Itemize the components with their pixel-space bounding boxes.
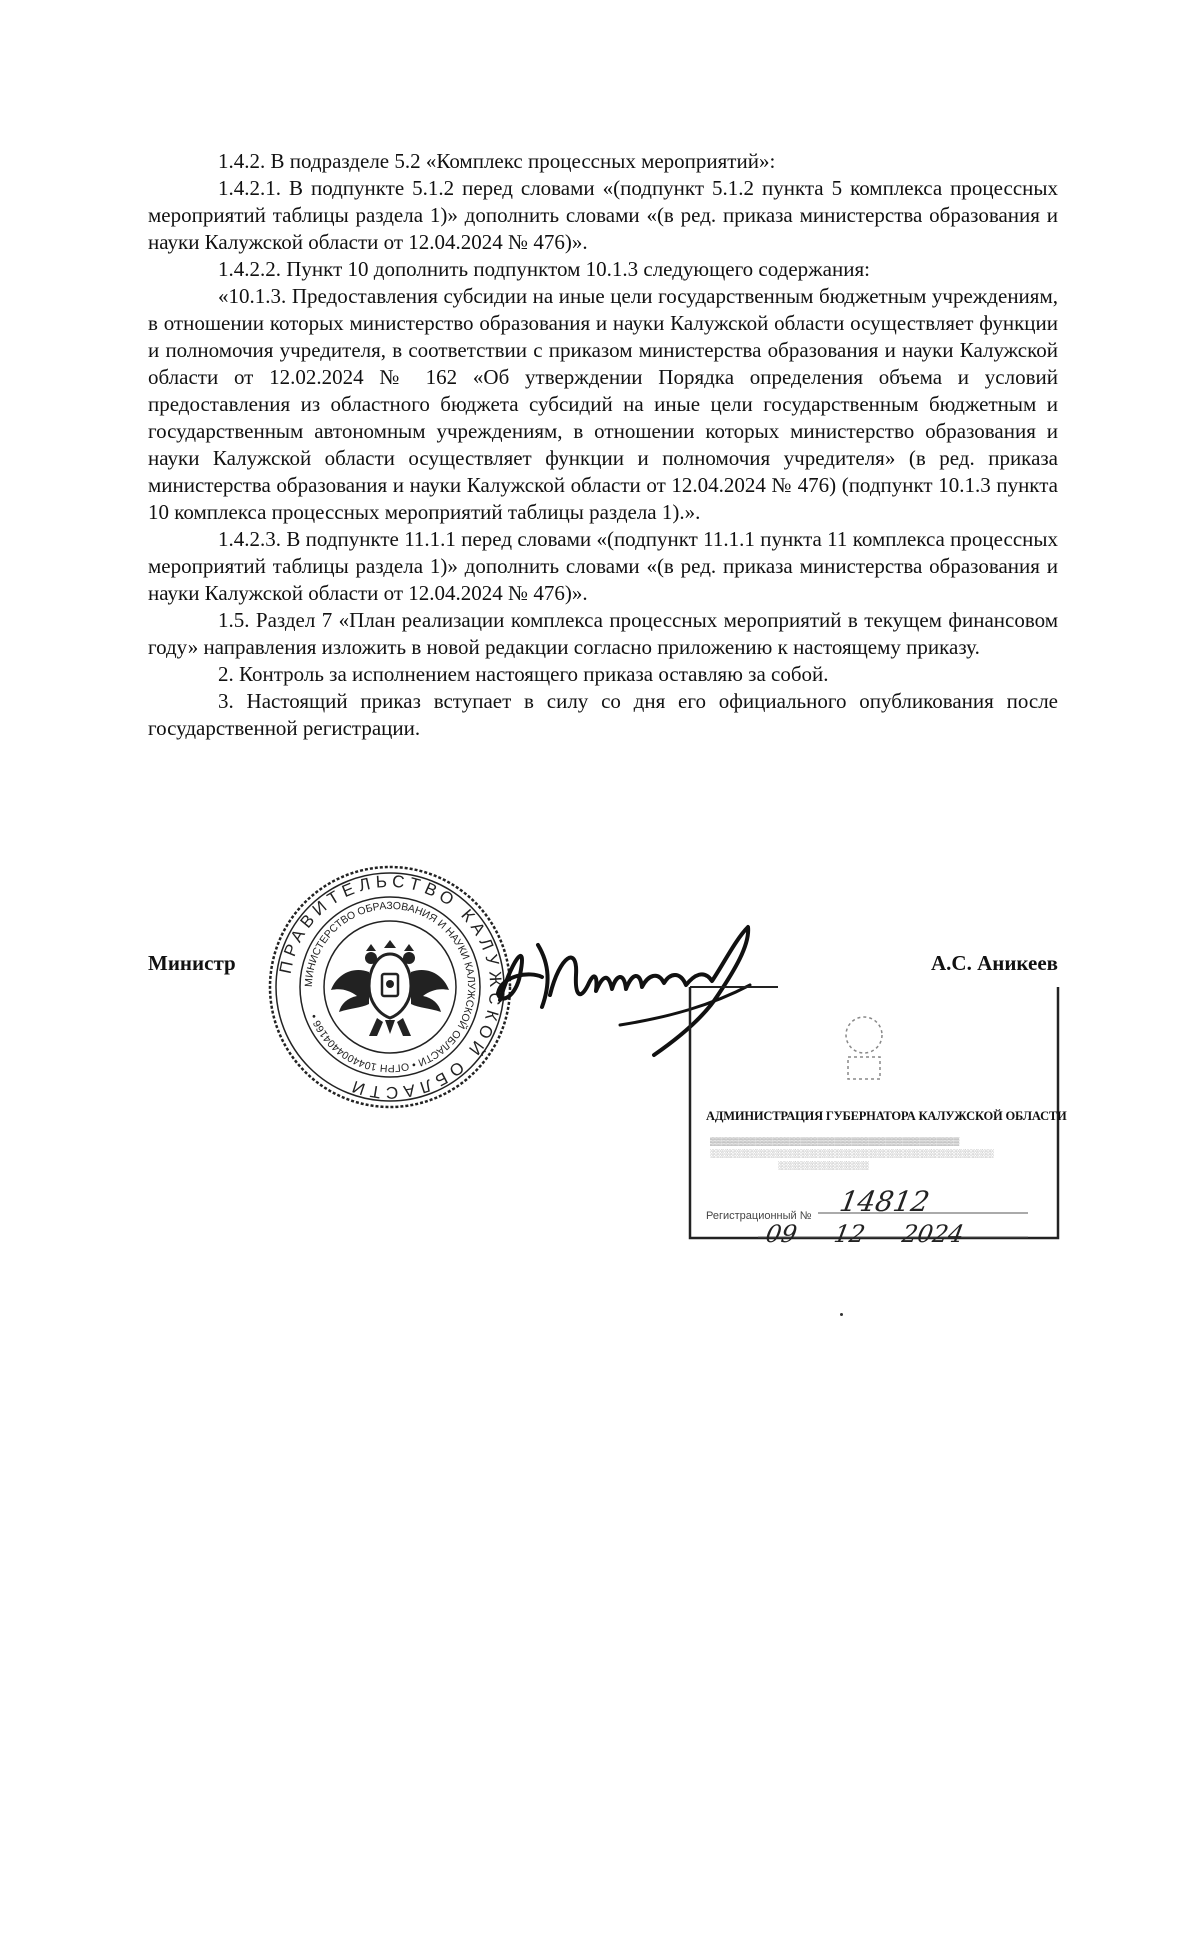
official-seal: [265, 862, 515, 1112]
signatory-title: Министр: [148, 951, 236, 975]
paragraph-1-4-2: 1.4.2. В подразделе 5.2 «Комплекс процессных мероприятий»:: [218, 149, 776, 173]
registration-stamp: [688, 985, 1067, 1248]
scan-speck: [840, 1313, 843, 1316]
stamp-fine-print-line: ░░░░░░░░░░░░░░░░░░░░░░░░░░░░░░░░░░░░░░░░░░░░░░░░░░: [710, 1149, 994, 1158]
paragraph-1-5: 1.5. Раздел 7 «План реализации комплекса процессных мероприятий в текущем финансовом году» направления изложить в новой редакции согласно приложению к настоящему приказу.: [148, 608, 1058, 659]
stamp-fine-print-line: ░░░░░░░░░░░░░░░░: [778, 1161, 869, 1170]
signatory-name: А.С. Аникеев: [930, 951, 1058, 975]
paragraph-1-4-2-1: 1.4.2.1. В подпункте 5.1.2 перед словами «(подпункт 5.1.2 пункта 5 комплекса процессных мероприятий таблицы раздела 1)» дополнить словами «(в ред. приказа министерства образования и науки Калужской области от 12.04.2024 № 476)».: [148, 176, 1058, 254]
registration-date: 09 12 2024: [763, 1220, 966, 1248]
paragraph-1-4-2-3: 1.4.2.3. В подпункте 11.1.1 перед словами «(подпункт 11.1.1 пункта 11 комплекса процессных мероприятий таблицы раздела 1)» дополнить словами «(в ред. приказа министерства образования и науки Калужской области от 12.04.2024 № 476)».: [148, 527, 1058, 605]
emblem-faint-icon: [846, 1017, 882, 1079]
paragraph-10-1-3: «10.1.3. Предоставления субсидии на иные цели государственным бюджетным учреждениям, в отношении которых министерство образования и науки Калужской области осуществляет функции и полномочия учредителя, в соответствии с приказом министерства образования и науки Калужской области от 12.02.2024 № 162 «Об утверждении Порядка определения объема и условий предоставления из областного бюджета субсидий на иные цели государственным бюджетным и государственным автономным учреждениям, в отношении которых министерство образования и науки Калужской области осуществляет функции и полномочия учредителя» (в ред. приказа министерства образования и науки Калужской области от 12.04.2024 № 476) (подпункт 10.1.3 пункта 10 комплекса процессных мероприятий таблицы раздела 1).».: [148, 284, 1058, 524]
registration-number: 14812: [837, 1185, 932, 1218]
paragraph-3: 3. Настоящий приказ вступает в силу со дня его официального опубликования после государственной регистрации.: [148, 689, 1058, 740]
paragraph-1-4-2-2: 1.4.2.2. Пункт 10 дополнить подпунктом 10.1.3 следующего содержания:: [218, 257, 870, 281]
paragraph-2: 2. Контроль за исполнением настоящего приказа оставляю за собой.: [218, 662, 829, 686]
registration-number-label: Регистрационный №: [706, 1210, 812, 1222]
seal-outer-text: ПРАВИТЕЛЬСТВО КАЛУЖСКОЙ ОБЛАСТИ: [275, 871, 506, 1103]
stamp-fine-print-line: ▒▒▒▒▒▒▒▒▒▒▒▒▒▒▒▒▒▒▒▒▒▒▒▒▒▒▒▒▒▒▒▒▒▒▒▒▒▒▒▒▒▒▒▒: [710, 1137, 960, 1146]
registration-organization: АДМИНИСТРАЦИЯ ГУБЕРНАТОРА КАЛУЖСКОЙ ОБЛАСТИ: [706, 1109, 1067, 1123]
document-body: [148, 148, 1058, 742]
seal-inner-text: МИНИСТЕРСТВО ОБРАЗОВАНИЯ И НАУКИ КАЛУЖСКОЙ ОБЛАСТИ • ОГРН 1044004404166 •: [302, 899, 478, 1075]
